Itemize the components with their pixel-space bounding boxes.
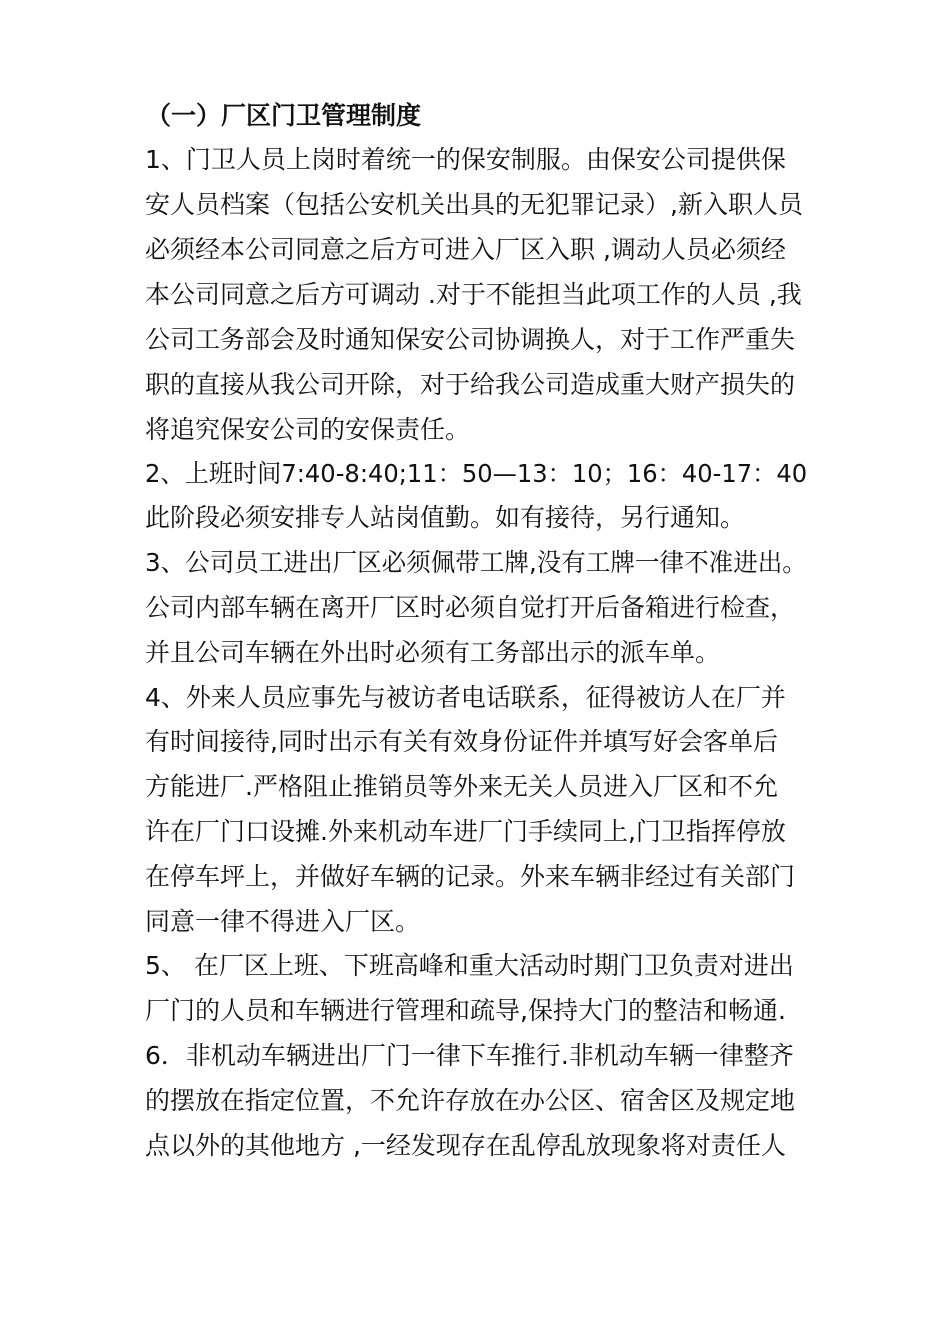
text-line: 方能进厂.严格阻止推销员等外来无关人员进入厂区和不允 — [145, 772, 778, 801]
text-line: 必须经本公司同意之后方可进入厂区入职 ,调动人员必须经 — [145, 235, 786, 264]
text-line: 有时间接待,同时出示有关有效身份证件并填写好会客单后 — [145, 727, 778, 756]
text-line: 6．非机动车辆进出厂门一律下车推行.非机动车辆一律整齐 — [145, 1041, 794, 1070]
text-line: 本公司同意之后方可调动 .对于不能担当此项工作的人员 ,我 — [145, 280, 802, 309]
text-line: 此阶段必须安排专人站岗值勤。如有接待，另行通知。 — [145, 503, 746, 532]
text-line: 安人员档案（包括公安机关出具的无犯罪记录）,新入职人员 — [145, 190, 803, 219]
text-line: 点以外的其他地方 ,一经发现存在乱停乱放现象将对责任人 — [145, 1131, 786, 1160]
section-heading: （一）厂区门卫管理制度 — [146, 101, 422, 130]
text-line: 在停车坪上，并做好车辆的记录。外来车辆非经过有关部门 — [145, 862, 796, 891]
text-line: 2、上班时间7:40-8:40;11：50—13：10；16：40-17：40 — [145, 459, 808, 488]
text-line: 职的直接从我公司开除，对于给我公司造成重大财产损失的 — [145, 370, 796, 399]
text-line: 许在厂门口设摊.外来机动车进厂门手续同上,门卫指挥停放 — [145, 817, 786, 846]
text-line: 1、门卫人员上岗时着统一的保安制服。由保安公司提供保 — [145, 145, 786, 174]
text-line: 的摆放在指定位置，不允许存放在办公区、宿舍区及规定地 — [145, 1086, 796, 1115]
text-line: 公司工务部会及时通知保安公司协调换人，对于工作严重失 — [145, 325, 796, 354]
text-line: 将追究保安公司的安保责任。 — [145, 415, 471, 444]
text-line: 并且公司车辆在外出时必须有工务部出示的派车单。 — [145, 638, 721, 667]
text-line: 公司内部车辆在离开厂区时必须自觉打开后备箱进行检查， — [145, 593, 796, 622]
text-line: 5、 在厂区上班、下班高峰和重大活动时期门卫负责对进出 — [145, 951, 794, 980]
text-line: 同意一律不得进入厂区。 — [145, 907, 421, 936]
text-line: 3、公司员工进出厂区必须佩带工牌,没有工牌一律不准进出。 — [145, 548, 807, 577]
text-line: 4、外来人员应事先与被访者电话联系，征得被访人在厂并 — [145, 683, 786, 712]
text-line: 厂门的人员和车辆进行管理和疏导,保持大门的整洁和畅通. — [145, 996, 786, 1025]
